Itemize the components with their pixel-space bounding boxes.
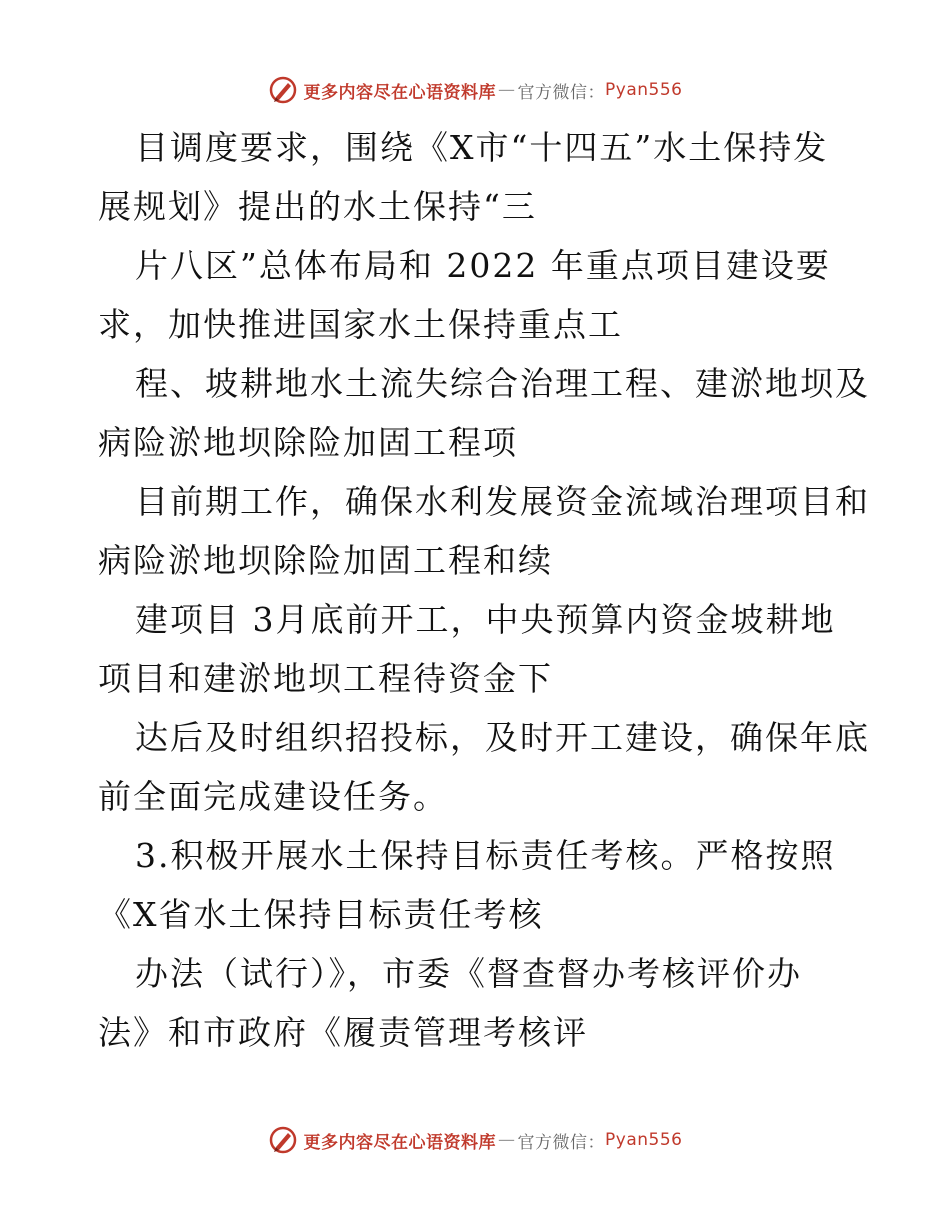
text-line: 程、坡耕地水土流失综合治理工程、建淤地坝及: [135, 364, 870, 403]
pen-logo-icon: [268, 75, 298, 105]
header-watermark: [0, 70, 950, 110]
text-line: 病险淤地坝除险加固工程项: [98, 423, 518, 462]
watermark-label: 官方微信：: [517, 1132, 606, 1153]
text-line: 求，加快推进国家水土保持重点工: [98, 305, 623, 344]
watermark-id: Pyan556: [605, 80, 683, 100]
text-line: 办法（试行）》，市委《督查督办考核评价办: [135, 954, 802, 993]
text-line: 前全面完成建设任务。: [98, 777, 448, 816]
text-line: 目前期工作，确保水利发展资金流域治理项目和: [135, 482, 870, 521]
text-line: 展规划》提出的水土保持“三: [98, 187, 537, 226]
watermark-dash: —: [498, 80, 516, 100]
text-line: 片八区”总体布局和 2022 年重点项目建设要: [135, 246, 831, 285]
pen-logo-icon: [268, 1125, 298, 1155]
text-line: 病险淤地坝除险加固工程和续: [98, 541, 553, 580]
text-line: 3.积极开展水土保持目标责任考核。严格按照: [135, 836, 836, 875]
text-line: 达后及时组织招投标，及时开工建设，确保年底: [135, 718, 870, 757]
text-line: 项目和建淤地坝工程待资金下: [98, 659, 553, 698]
footer-watermark: [0, 1120, 950, 1160]
text-line: 目调度要求，围绕《X市“十四五”水土保持发: [135, 128, 829, 167]
watermark-id: Pyan556: [605, 1130, 683, 1150]
watermark-brand: 更多内容尽在心语资料库: [303, 1132, 497, 1153]
text-line: 建项目 3月底前开工，中央预算内资金坡耕地: [135, 600, 836, 639]
watermark-dash: —: [498, 1130, 516, 1150]
watermark-brand: 更多内容尽在心语资料库: [303, 82, 497, 103]
body-text: [98, 118, 870, 1062]
watermark-label: 官方微信：: [517, 82, 606, 103]
text-line: 法》和市政府《履责管理考核评: [98, 1013, 588, 1052]
text-line: 《X省水土保持目标责任考核: [98, 895, 544, 934]
